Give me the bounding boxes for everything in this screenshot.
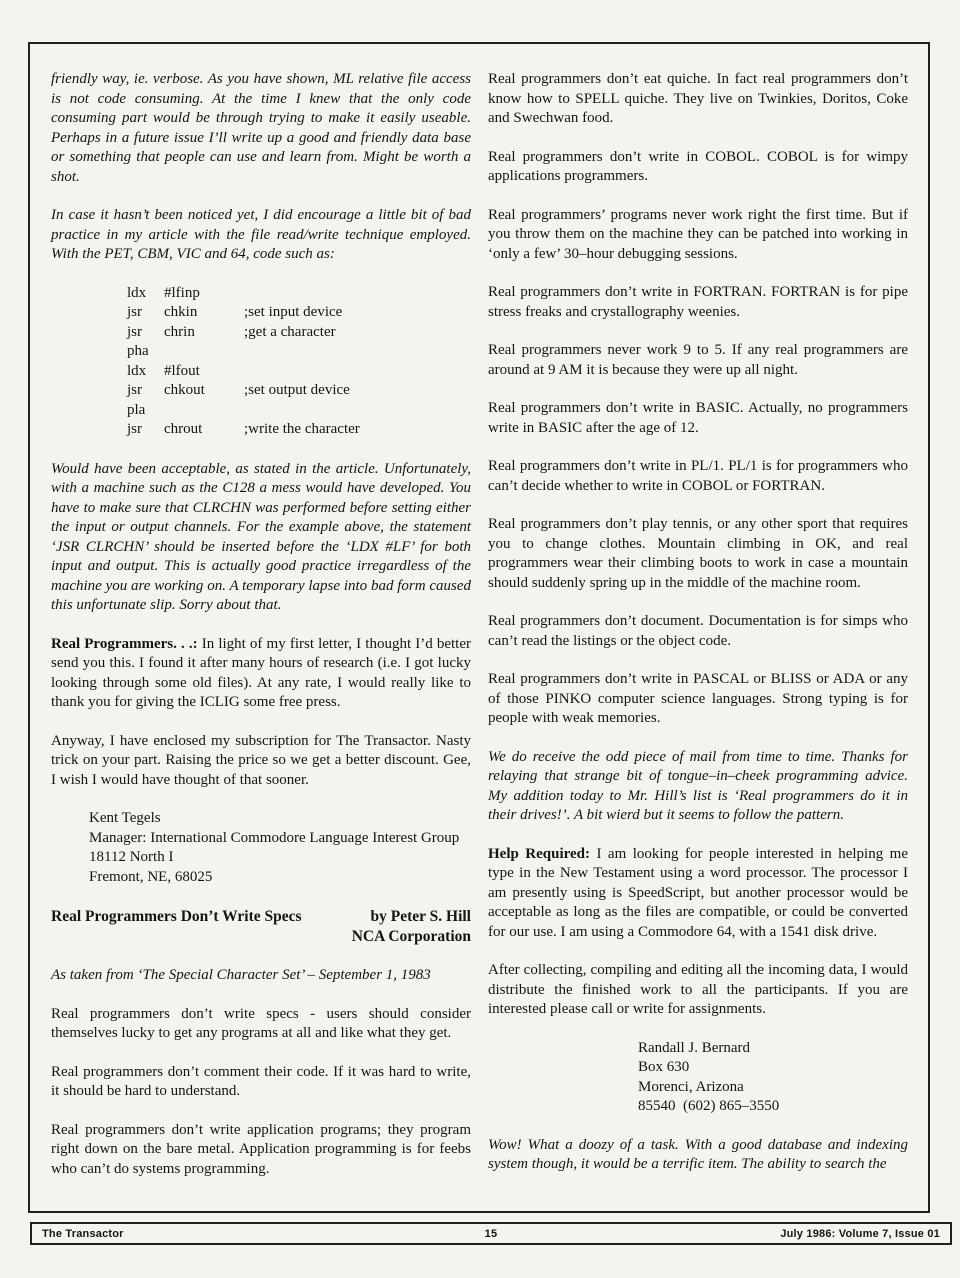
address-line: Kent Tegels xyxy=(89,810,161,826)
article-title: Real Programmers Don’t Write Specs xyxy=(51,908,302,925)
code-operand: chkin xyxy=(164,304,198,320)
code-comment: ;get a character xyxy=(244,323,336,340)
code-operand: chrin xyxy=(164,323,195,340)
article-paragraph: Real programmers don’t write application programs; they program right down on the bare metal. Application programming is for feebs who can’t do systems programming. xyxy=(51,1121,471,1177)
letter-lead-in: Real Programmers. . .: xyxy=(51,635,198,652)
article-paragraph: Real programmers don’t write specs - users should consider themselves lucky to get any programs at all and like what they get. xyxy=(51,1005,471,1041)
article-paragraph: Real programmers don’t write in PL/1. PL/1 is for programmers who can’t decide whether to write in COBOL or FORTRAN. xyxy=(488,458,908,494)
article-source-line: As taken from ‘The Special Character Set’ – September 1, 1983 xyxy=(51,967,431,983)
code-opcode: jsr xyxy=(127,323,142,340)
article-paragraph: Real programmers don’t write in BASIC. Actually, no programmers write in BASIC after the age of 12. xyxy=(488,400,908,436)
code-comment: ;set input device xyxy=(244,304,343,320)
code-line xyxy=(127,303,471,323)
help-required-body: I am looking for people interested in helping me type in the New Testament using a word processor. The processor I am presently using is SpeedScript, but another processor would be acceptable as long as the files are compatible, or could be converted for our use. I am using a Commodore 64, with a 1541 disk drive. xyxy=(488,845,909,940)
code-line xyxy=(127,323,471,343)
article-paragraph: Real programmers don’t write in COBOL. COBOL is for wimpy applications programmers. xyxy=(488,148,908,184)
code-comment: ;set output device xyxy=(244,382,350,398)
page-content-box xyxy=(28,42,930,1213)
right-column xyxy=(488,70,908,1198)
code-line xyxy=(127,342,471,362)
address-line: Morenci, Arizona xyxy=(638,1078,744,1095)
article-heading-row xyxy=(51,907,471,927)
address-line: Box 630 xyxy=(638,1059,690,1075)
editor-close-paragraph: Wow! What a doozy of a task. With a good database and indexing system though, it would be a terrific item. The ability to search the xyxy=(488,1136,908,1172)
article-byline: by Peter S. Hill xyxy=(370,908,471,925)
code-line xyxy=(127,381,471,401)
assembly-code-block xyxy=(127,284,471,440)
article-paragraph: Real programmers don’t document. Documentation is for simps who can’t read the listings or the object code. xyxy=(488,613,908,649)
editor-reply-paragraph: friendly way, ie. verbose. As you have shown, ML relative file access is not code consuming. At the time I knew that the only code consuming part would be through trying to make it easily useable. Perhaps in a future issue I’ll write up a good and friendly data base or something that people can use and learn from. Might be worth a shot. xyxy=(51,71,471,185)
code-line xyxy=(127,362,471,382)
code-opcode: pha xyxy=(127,343,149,359)
address-line: Manager: International Commodore Language Interest Group xyxy=(89,829,460,846)
code-opcode: pla xyxy=(127,401,146,418)
code-operand: #lfinp xyxy=(164,284,200,301)
editor-note-paragraph: We do receive the odd piece of mail from time to time. Thanks for relaying that strange bit of tongue–in–cheek programming advice. My addition today to Mr. Hill’s list is ‘Real programmers do it in their drives!’. A bit wierd but it seems to follow the pattern. xyxy=(488,748,908,823)
address-line: Randall J. Bernard xyxy=(638,1039,751,1056)
two-column-layout xyxy=(51,70,908,1198)
code-operand: chkout xyxy=(164,382,205,398)
article-paragraph: Real programmers don’t write in PASCAL or BLISS or ADA or any of those PINKO computer science languages. Strong typing is for people with weak memories. xyxy=(488,671,908,726)
address-line: 18112 North I xyxy=(89,849,174,865)
code-opcode: jsr xyxy=(127,421,142,437)
footer-bar xyxy=(30,1222,952,1245)
article-byline-org: NCA Corporation xyxy=(351,927,471,945)
contact-address-block xyxy=(638,1039,908,1117)
code-operand: chrout xyxy=(164,421,203,437)
help-required-paragraph: After collecting, compiling and editing all the incoming data, I would distribute the finished work to all the participants. If you are interested please call or write for assignments. xyxy=(488,962,908,1017)
sender-address-block xyxy=(89,809,471,887)
article-paragraph: Real programmers don’t eat quiche. In fact real programmers don’t know how to SPELL quiche. They live on Twinkies, Doritos, Coke and Swechwan food. xyxy=(488,71,908,126)
footer-magazine-title: The Transactor xyxy=(42,1227,124,1240)
article-paragraph: Real programmers don’t write in FORTRAN. FORTRAN is for pipe stress freaks and crystallography weenies. xyxy=(488,284,908,320)
help-required-lead-in: Help Required: xyxy=(488,845,591,862)
letter-body-text: In light of my first letter, I thought I’d better send you this. I found it after many hours of research (i.e. I got lucky looking through some old files). At any rate, I would really like to thank you for giving the ICLIG some free press. xyxy=(51,635,471,710)
code-opcode: ldx xyxy=(127,284,147,301)
code-opcode: ldx xyxy=(127,362,147,379)
address-line: 85540 (602) 865–3550 xyxy=(638,1098,780,1114)
code-opcode: jsr xyxy=(127,382,142,398)
editor-reply-paragraph: In case it hasn’t been noticed yet, I did encourage a little bit of bad practice in my article with the file read/write technique employed. With the PET, CBM, VIC and 64, code such as: xyxy=(51,207,471,262)
code-comment: ;write the character xyxy=(244,421,360,437)
article-paragraph: Real programmers don’t play tennis, or any other sport that requires you to change clothes. Mountain climbing in OK, and real programmers wear their climbing boots to work in case a mountain should suddenly spring up in the middle of the machine room. xyxy=(488,516,908,591)
article-paragraph: Real programmers’ programs never work right the first time. But if you throw them on the machine they can be patched into working in ‘only a few’ 30–hour debugging sessions. xyxy=(488,206,908,262)
footer-issue-label: July 1986: Volume 7, Issue 01 xyxy=(780,1227,940,1240)
code-line xyxy=(127,420,471,440)
footer-page-number: 15 xyxy=(484,1227,498,1240)
letter-paragraph xyxy=(51,635,471,713)
code-line xyxy=(127,284,471,304)
article-paragraph: Real programmers never work 9 to 5. If any real programmers are around at 9 AM it is because they were up all night. xyxy=(488,342,908,378)
article-paragraph: Real programmers don’t comment their code. If it was hard to write, it should be hard to understand. xyxy=(51,1063,471,1099)
help-required-paragraph xyxy=(488,845,908,943)
code-line xyxy=(127,401,471,421)
editor-reply-paragraph: Would have been acceptable, as stated in the article. Unfortunately, with a machine such as the C128 a mess would have developed. You have to make sure that CLRCHN was performed before setting either the input or output channels. For the example above, the statement ‘JSR CLRCHN’ should be inserted before the ‘LDX #LF’ for both input and output. This is actually good practice irregardless of the machine you are working on. A temporary lapse into bad form caused this unfortunate slip. Sorry about that. xyxy=(51,460,471,613)
code-operand: #lfout xyxy=(164,362,200,379)
address-line: Fremont, NE, 68025 xyxy=(89,868,213,885)
code-opcode: jsr xyxy=(127,304,142,320)
left-column xyxy=(51,70,471,1198)
letter-paragraph: Anyway, I have enclosed my subscription for The Transactor. Nasty trick on your part. Raising the price so we get a better discount. Gee, I wish I would have thought of that sooner. xyxy=(51,732,471,788)
